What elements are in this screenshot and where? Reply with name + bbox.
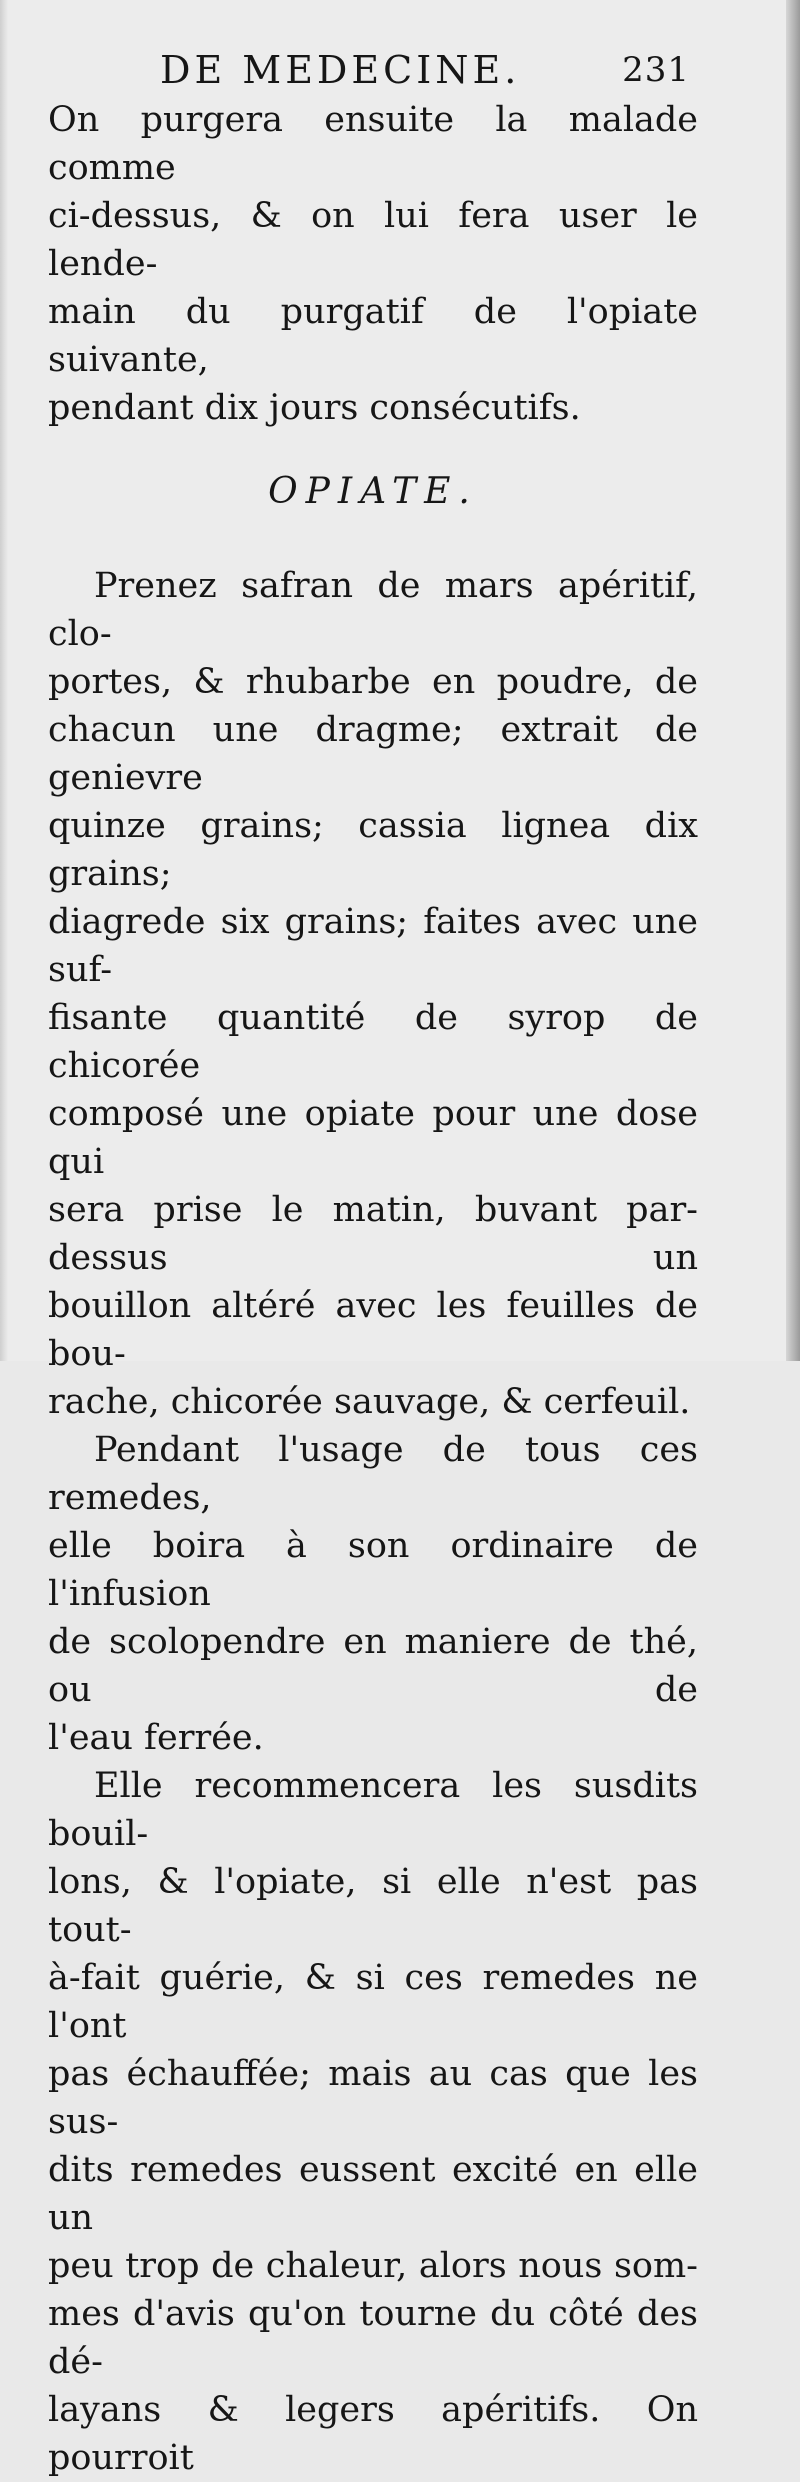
- text-line: layans & legers apéritifs. On pourroit: [48, 2390, 698, 2478]
- text-line: composé une opiate pour une dose qui: [48, 1094, 698, 1182]
- text-line: quinze grains; cassia lignea dix grains;: [48, 806, 698, 894]
- text-line: rache, chicorée sauvage, & cerfeuil.: [48, 1382, 691, 1422]
- text-line: pas échauffée; mais au cas que les sus-: [48, 2054, 698, 2142]
- text-line: à-fait guérie, & si ces remedes ne l'ont: [48, 1958, 698, 2046]
- page-gutter-shadow: [0, 0, 8, 1361]
- text-line: ci-dessus, & on lui fera user le lende-: [48, 196, 698, 284]
- page-edge-shadow: [786, 0, 800, 1361]
- page-body: [48, 96, 698, 2482]
- text-line: dits remedes eussent excité en elle un: [48, 2150, 698, 2238]
- text-line: l'eau ferrée.: [48, 1718, 264, 1758]
- text-line: fisante quantité de syrop de chicorée: [48, 998, 698, 1086]
- text-line: pendant dix jours consécutifs.: [48, 388, 581, 428]
- text-line: lons, & l'opiate, si elle n'est pas tout-: [48, 1862, 698, 1950]
- text-line: main du purgatif de l'opiate suivante,: [48, 292, 698, 380]
- text-line: sera prise le matin, buvant par-dessus un: [48, 1190, 698, 1278]
- page-header: [160, 48, 690, 92]
- text-line: On purgera ensuite la malade comme: [48, 100, 698, 188]
- text-line: mes d'avis qu'on tourne du côté des dé-: [48, 2294, 698, 2382]
- text-line: chacun une dragme; extrait de genievre: [48, 710, 698, 798]
- paragraph-recipe: [48, 562, 698, 1426]
- text-line: elle boira à son ordinaire de l'infusion: [48, 1526, 698, 1614]
- text-line: peu trop de chaleur, alors nous som-: [48, 2246, 698, 2286]
- text-line: Pendant l'usage de tous ces remedes,: [48, 1430, 698, 1518]
- text-line: diagrede six grains; faites avec une suf-: [48, 902, 698, 990]
- text-line: portes, & rhubarbe en poudre, de: [48, 662, 698, 702]
- section-title: OPIATE.: [268, 471, 478, 512]
- text-line: Prenez safran de mars apéritif, clo-: [48, 566, 698, 654]
- paragraph-intro: [48, 96, 698, 432]
- text-line: de scolopendre en maniere de thé, ou de: [48, 1622, 698, 1710]
- running-title: DE MEDECINE.: [160, 48, 521, 92]
- paragraph-usage: [48, 1426, 698, 1762]
- paragraph-continuation: [48, 1762, 698, 2482]
- page-number: 231: [622, 50, 690, 90]
- text-line: bouillon altéré avec les feuilles de bou-: [48, 1286, 698, 1374]
- text-line: Elle recommencera les susdits bouil-: [48, 1766, 698, 1854]
